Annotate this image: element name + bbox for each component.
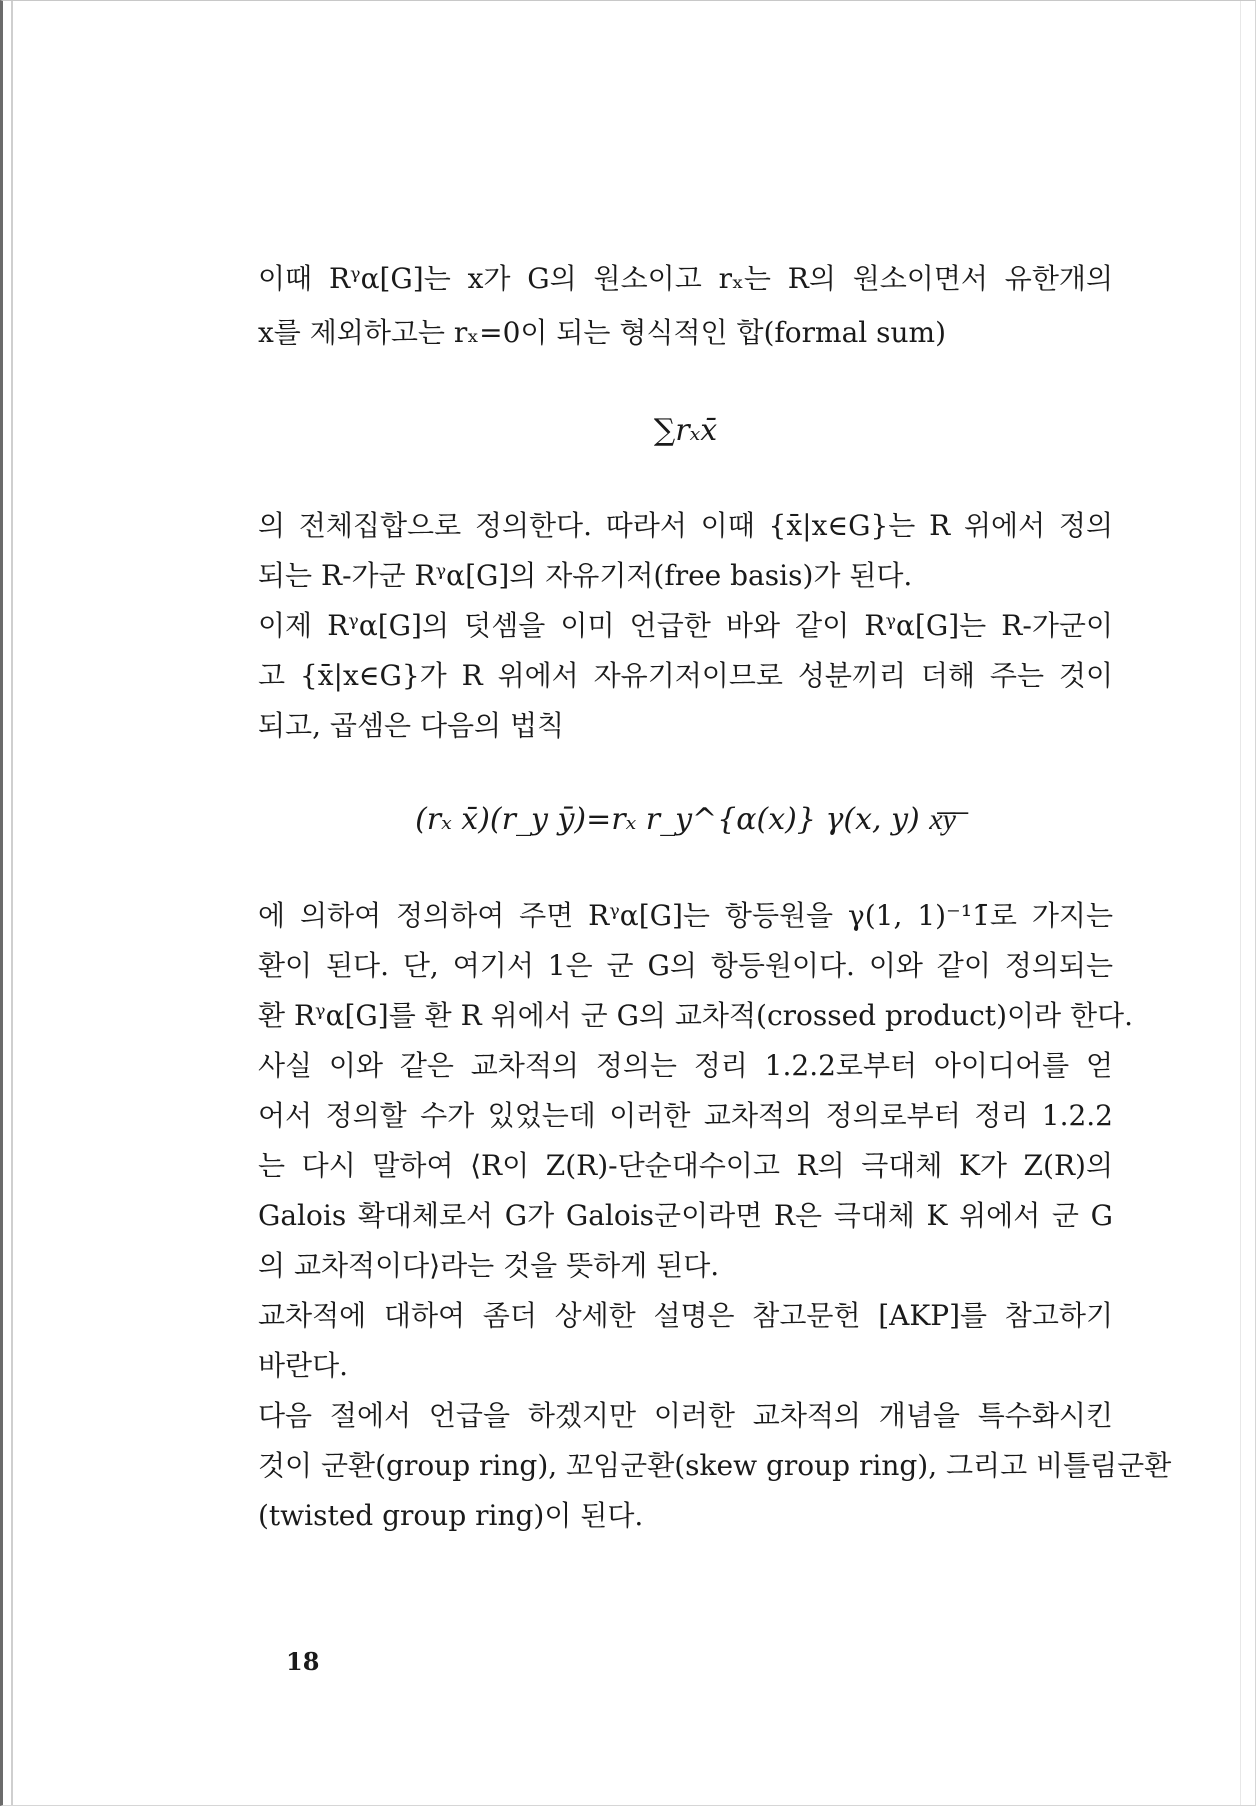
text-line: Galois 확대체로서 G가 Galois군이라면 R은 극대체 K 위에서 군 G bbox=[258, 1199, 1113, 1232]
text-line: (twisted group ring)이 된다. bbox=[258, 1499, 644, 1532]
text-line: 의 전체집합으로 정의한다. 따라서 이때 {x̄|x∈G}는 R 위에서 정의 bbox=[258, 509, 1113, 542]
page-number: 18 bbox=[286, 1647, 320, 1676]
text-line: x를 제외하고는 rₓ=0이 되는 형식적인 합(formal sum) bbox=[258, 316, 946, 349]
text-line: 이제 Rᵞα[G]의 덧셈을 이미 언급한 바와 같이 Rᵞα[G]는 R-가군이 bbox=[258, 609, 1113, 642]
text-line: 되고, 곱셈은 다음의 법칙 bbox=[258, 709, 565, 742]
text-line: 교차적에 대하여 좀더 상세한 설명은 참고문헌 [AKP]를 참고하기 bbox=[258, 1299, 1113, 1332]
text-line: 의 교차적이다⟩라는 것을 뜻하게 된다. bbox=[258, 1249, 720, 1282]
text-line: 이때 Rᵞα[G]는 x가 G의 원소이고 rₓ는 R의 원소이면서 유한개의 bbox=[258, 262, 1113, 295]
text-line: 고 {x̄|x∈G}가 R 위에서 자유기저이므로 성분끼리 더해 주는 것이 bbox=[258, 659, 1113, 692]
text-line: 환이 된다. 단, 여기서 1은 군 G의 항등원이다. 이와 같이 정의되는 bbox=[258, 949, 1113, 982]
text-line: 다음 절에서 언급을 하겠지만 이러한 교차적의 개념을 특수화시킨 bbox=[258, 1399, 1113, 1432]
text-line: 것이 군환(group ring), 꼬임군환(skew group ring), 그리고 비틀림군환 bbox=[258, 1449, 1172, 1482]
text-line: 는 다시 말하여 ⟨R이 Z(R)-단순대수이고 R의 극대체 K가 Z(R)의 bbox=[258, 1149, 1113, 1182]
text-line: 되는 R-가군 Rᵞα[G]의 자유기저(free basis)가 된다. bbox=[258, 559, 913, 592]
display-formula: (rₓ x̄)(r_y ȳ)=rₓ r_y^{α(x)} γ(x, y) x͞y͞ bbox=[415, 802, 956, 837]
display-formula: ∑rₓx̄ bbox=[653, 413, 718, 448]
text-line: 사실 이와 같은 교차적의 정의는 정리 1.2.2로부터 아이디어를 얻 bbox=[258, 1049, 1113, 1082]
text-line: 어서 정의할 수가 있었는데 이러한 교차적의 정의로부터 정리 1.2.2 bbox=[258, 1099, 1113, 1132]
text-line: 에 의하여 정의하여 주면 Rᵞα[G]는 항등원을 γ(1, 1)⁻¹1̄로 가지는 bbox=[258, 899, 1113, 932]
text-line: 환 Rᵞα[G]를 환 R 위에서 군 G의 교차적(crossed product)이라 한다. bbox=[258, 999, 1133, 1032]
text-line: 바란다. bbox=[258, 1349, 349, 1382]
